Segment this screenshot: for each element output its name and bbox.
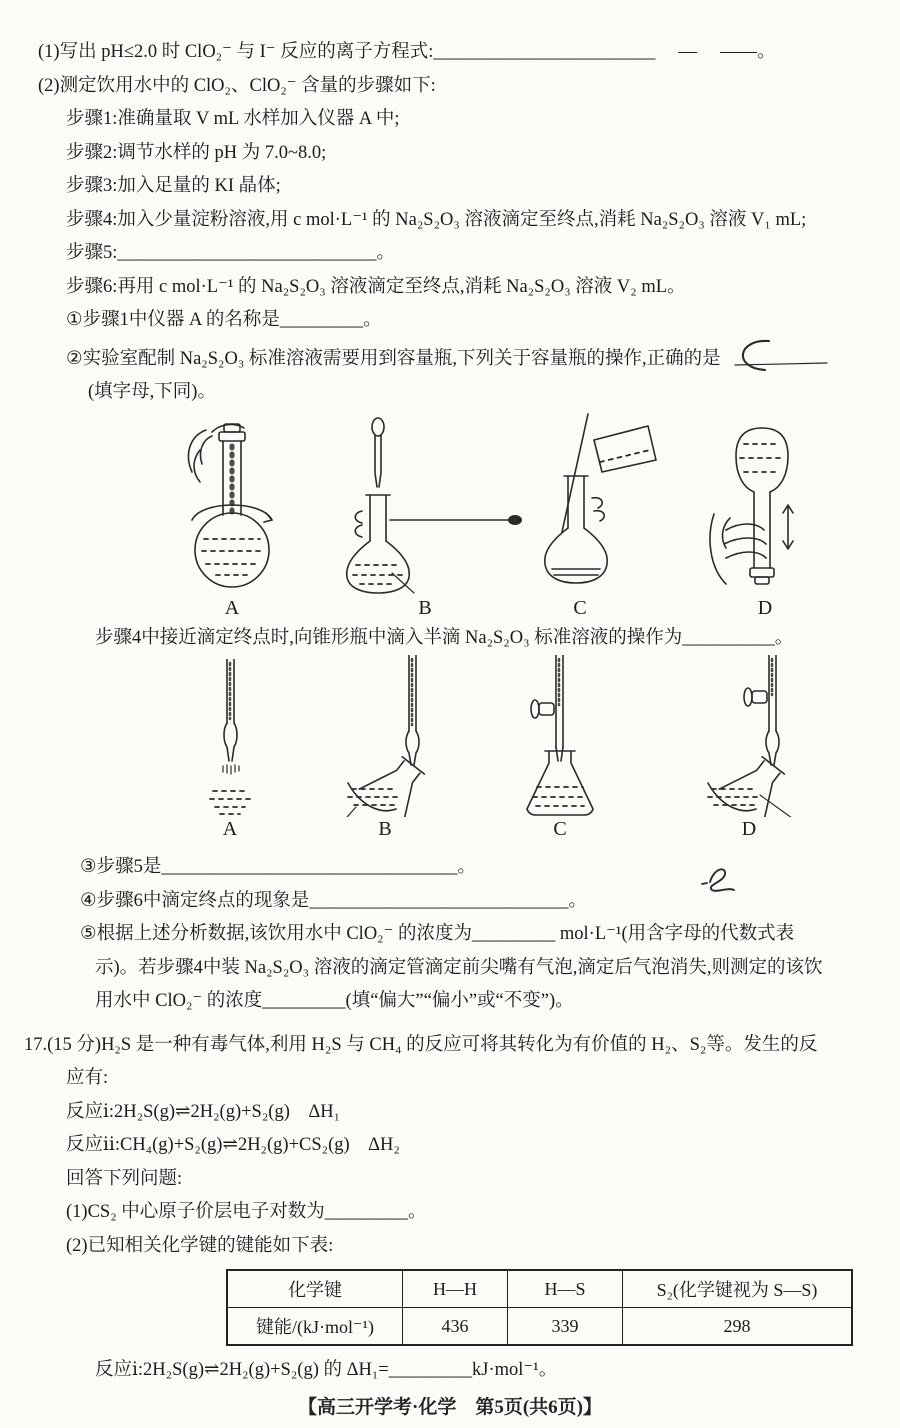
handwritten-answer-mark xyxy=(725,338,833,374)
figure-row1-C xyxy=(502,412,658,618)
header-ss: S₂(化学键视为 S—S) xyxy=(623,1270,853,1308)
q16-part2-intro: (2)测定饮用水中的 ClO₂、ClO₂⁻ 含量的步骤如下: xyxy=(38,75,436,96)
q16-sub2-text: ②实验室配制 Na₂S₂O₃ 标准溶液需要用到容量瓶,下列关于容量瓶的操作,正确的是 xyxy=(66,348,721,369)
q16-step-1: 步骤1:准确量取 V mL 水样加入仪器 A 中; xyxy=(66,109,400,129)
figure-row2-C xyxy=(495,655,625,839)
figure-label: B xyxy=(418,596,432,619)
figure-label: C xyxy=(573,596,587,619)
figure-label: A xyxy=(224,596,240,619)
figure-label: D xyxy=(741,818,757,840)
figure-row1-A xyxy=(172,420,292,618)
hand-icon xyxy=(710,514,766,584)
q17-part2: (2)已知相关化学键的键能如下表: xyxy=(66,1235,334,1256)
value-hs: 339 xyxy=(508,1308,623,1346)
q17-delta-h-line: 反应ⅰ:2H₂S(g)⇌2H₂(g)+S₂(g) 的 ΔH₁=_________kJ·mol⁻¹。 xyxy=(95,1360,558,1380)
hand-icon xyxy=(355,511,362,537)
q16-sub4: ④步骤6中滴定终点的现象是____________________________。 xyxy=(80,890,587,911)
figure-row2-A xyxy=(185,659,275,839)
table-row xyxy=(227,1308,852,1346)
q16-sub1: ①步骤1中仪器 A 的名称是_________。 xyxy=(66,310,382,330)
beaker-icon xyxy=(594,426,656,472)
q16-part1-line: (1)写出 pH≤2.0 时 ClO₂⁻ 与 I⁻ 反应的离子方程式:________________________ — ——。 xyxy=(38,42,776,62)
hand-icon xyxy=(188,424,244,481)
q17-reaction-ii: 反应ⅱ:CH₄(g)+S₂(g)⇌2H₂(g)+CS₂(g) ΔH₂ xyxy=(66,1135,400,1155)
dropper-icon xyxy=(372,418,384,436)
figure-label: A xyxy=(222,818,238,840)
q17-reaction-i: 反应ⅰ:2H₂S(g)⇌2H₂(g)+S₂(g) ΔH₁ xyxy=(66,1101,341,1122)
handwritten-scribble-mark xyxy=(698,860,742,896)
figure-row-titration xyxy=(0,655,900,841)
figure-row2-B xyxy=(300,655,470,839)
figure-label: D xyxy=(757,596,773,619)
figure-label: B xyxy=(378,818,392,840)
burette-stopcock-tilted-flask-icon xyxy=(660,655,838,817)
q17-answer-prompt: 回答下列问题: xyxy=(66,1168,183,1189)
value-ss: 298 xyxy=(623,1308,853,1346)
q16-sub3: ③步骤5是________________________________。 xyxy=(80,857,476,877)
header-bond: 化学键 xyxy=(227,1270,403,1308)
burette-drip-icon xyxy=(185,659,275,817)
flask-pour-icon xyxy=(502,412,658,596)
q16-sub2-line xyxy=(0,338,900,377)
q17-intro-line2: 应有: xyxy=(66,1068,109,1088)
volumetric-flask-invert-icon xyxy=(172,420,292,596)
row-label-bond-energy: 键能/(kJ·mol⁻¹) xyxy=(227,1308,403,1346)
bond-energy-table xyxy=(226,1269,853,1346)
figure-row2-D xyxy=(660,655,838,839)
figure-row1-B xyxy=(320,416,530,618)
q16-step-3: 步骤3:加入足量的 KI 晶体; xyxy=(66,176,281,196)
hand-icon xyxy=(592,497,604,520)
burette-tilted-flask-icon xyxy=(300,655,470,817)
figure-row-volumetric-flask xyxy=(0,410,900,622)
flask-shake-icon xyxy=(700,418,830,596)
q16-sub5-line2: 示)。若步骤4中装 Na₂S₂O₃ 溶液的滴定管滴定前尖嘴有气泡,滴定后气泡消失,则测定的该饮 xyxy=(95,957,823,978)
q16-sub5-line3: 用水中 ClO₂⁻ 的浓度_________(填“偏大”“偏小”或“不变”)。 xyxy=(95,991,574,1011)
q16-step-6: 步骤6:再用 c mol·L⁻¹ 的 Na₂S₂O₃ 溶液滴定至终点,消耗 Na₂S₂O₃ 溶液 V₂ mL。 xyxy=(66,276,686,297)
stopcock-icon xyxy=(752,691,767,703)
header-hs: H—S xyxy=(508,1270,623,1308)
table-header-row xyxy=(227,1270,852,1308)
header-hh: H—H xyxy=(403,1270,508,1308)
q16-figset1-caption: 步骤4中接近滴定终点时,向锥形瓶中滴入半滴 Na₂S₂O₃ 标准溶液的操作为__________。 xyxy=(95,627,794,648)
q17-part1: (1)CS₂ 中心原子价层电子对数为_________。 xyxy=(66,1202,427,1222)
q16-sub2-note: (填字母,下同)。 xyxy=(88,382,216,402)
value-hh: 436 xyxy=(403,1308,508,1346)
q16-step-5: 步骤5:____________________________。 xyxy=(66,243,395,263)
q16-sub5-line1: ⑤根据上述分析数据,该饮用水中 ClO₂⁻ 的浓度为_________ mol·L⁻¹(用含字母的代数式表 xyxy=(80,924,795,944)
page-footer: 【高三开学考·化学 第5页(共6页)】 xyxy=(298,1396,602,1418)
q16-step-2: 步骤2:调节水样的 pH 为 7.0~8.0; xyxy=(66,142,327,163)
flask-dropper-icon xyxy=(320,416,530,596)
stopcock-icon xyxy=(539,703,554,715)
q17-intro-line1: 17.(15 分)H₂S 是一种有毒气体,利用 H₂S 与 CH₄ 的反应可将其转化为有价值的 H₂、S₂等。发生的反 xyxy=(24,1034,818,1055)
figure-label: C xyxy=(553,818,567,840)
figure-row1-D xyxy=(700,418,830,618)
burette-flask-icon xyxy=(495,655,625,817)
q16-step-4: 步骤4:加入少量淀粉溶液,用 c mol·L⁻¹ 的 Na₂S₂O₃ 溶液滴定至终点,消耗 Na₂S₂O₃ 溶液 V₁ mL; xyxy=(66,209,807,230)
